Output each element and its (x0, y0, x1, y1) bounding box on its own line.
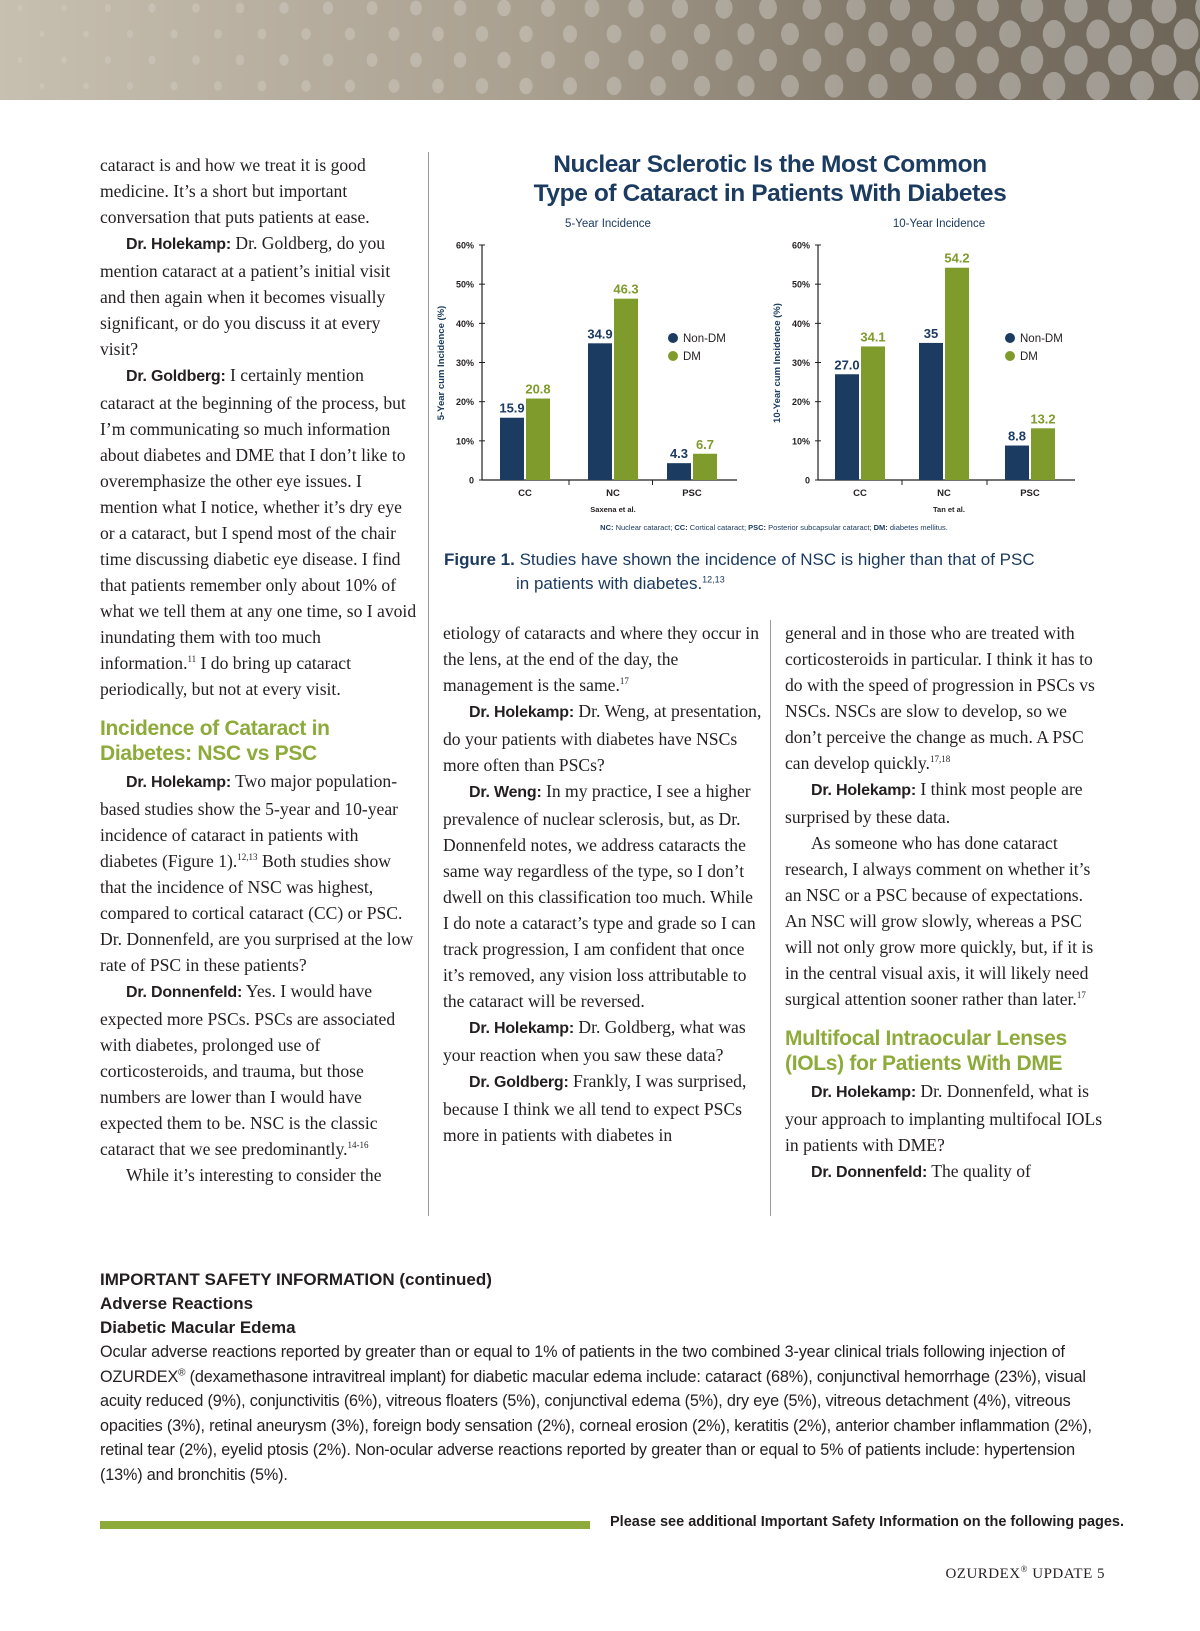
banner-dot (563, 25, 577, 43)
figure-caption: Figure 1. Studies have shown the incidence of NSC is higher than that of PSC in patients with diabetes.$^{12,13}$ (444, 550, 1035, 593)
data-label: 15.9 (499, 400, 525, 416)
banner-dot (367, 1, 378, 15)
data-label: 20.8 (525, 381, 551, 397)
banner-dot (236, 55, 245, 66)
registered-mark: ® (178, 1367, 186, 1379)
banner-dot (672, 0, 688, 18)
banner-dot (1108, 0, 1132, 23)
banner-dot (607, 25, 622, 44)
banner-dot (389, 27, 400, 41)
banner-dot (650, 76, 666, 95)
banner-dot (1108, 45, 1132, 75)
banner-dot (345, 80, 355, 93)
y-tick-label: 60% (455, 240, 474, 251)
banner-dot (781, 75, 799, 97)
banner-dot (628, 0, 644, 18)
banner-dot (890, 47, 910, 72)
banner-dot (367, 53, 378, 67)
x-tick-label: PSC (682, 488, 702, 499)
page-number: 5 (1097, 1566, 1105, 1582)
paragraph: Dr. Goldberg: Frankly, I was surprised, because I think we all tend to expect PSCs more in patients with diabetes in (443, 1071, 747, 1145)
banner-dot (61, 5, 67, 12)
banner-dot (192, 3, 200, 13)
banner-dot (410, 1, 422, 16)
banner-dot (737, 75, 754, 96)
y-tick-label: 60% (791, 240, 810, 251)
y-tick-label: 40% (791, 318, 810, 329)
abbreviation-note: NC: Nuclear cataract; CC: Cortical cataract; PSC: Posterior subcapsular cataract; DM: diabetes mellitus. (600, 523, 948, 532)
isi-body: Ocular adverse reactions reported by greater than or equal to 1% of patients in the two combined 3-year clinical trials following injection of OZURDEX® (dexamethasone intravitreal implant) for diabetic macular edema include: cataract (68%), conjunctival hemorrhage (23%), visual acuity reduced (9%), conjunctivitis (6%), vitreous floaters (5%), conjunctival edema (5%), dry eye (5%), vitreous detachment (4%), vitreous opacities (3%), retinal aneurysm (3%), foreign body sensation (2%), corneal erosion (2%), keratitis (2%), anterior chamber inflammation (2%), retinal tear (2%), eyelid ptosis (2%). Non-ocular adverse reactions reported by greater than or equal to 5% of patients include: hypertension (13%) and bronchitis (5%). (100, 1343, 1092, 1484)
y-tick-label: 20% (791, 397, 810, 408)
y-tick-label: 30% (791, 358, 810, 368)
article-column-3 (785, 620, 1103, 1186)
data-label: 13.2 (1030, 411, 1056, 427)
data-label: 46.3 (613, 281, 639, 297)
legend-marker (668, 333, 678, 343)
banner-dot (759, 49, 777, 71)
banner-dot (1130, 71, 1154, 100)
banner-dot (956, 73, 977, 99)
banner-dot (1195, 44, 1200, 76)
banner-dot (934, 0, 955, 21)
speaker-label: Dr. Goldberg: (126, 368, 226, 385)
banner-dot (432, 27, 444, 42)
banner-dot (18, 57, 23, 63)
x-tick-label: NC (937, 488, 951, 499)
brand-name: OZURDEX (945, 1566, 1021, 1582)
banner-dot (803, 0, 822, 20)
banner-dot (1021, 46, 1044, 74)
banner-dot (868, 74, 887, 98)
paragraph: Dr. Holekamp: Two major population-based studies show the 5-year and 10-year incidence of cataract in patients with diabetes (Figure 1).$^{12,13}$ Both studies show that the incidence of NSC was highest, compared to cortical cataract (CC) or PSC. Dr. Donnenfeld, are you surprised at the low rate of PSC in these patients? (100, 771, 414, 975)
banner-dot (18, 5, 23, 11)
bar-non-dm (667, 463, 691, 480)
green-rule (100, 1521, 590, 1529)
paragraph: While it’s interesting to consider the (126, 1165, 382, 1185)
banner-dot (803, 48, 822, 71)
banner-dot (1064, 0, 1087, 23)
banner-dot (956, 21, 977, 47)
reference-superscript: 17 (1076, 990, 1086, 1001)
chart-source: Saxena et al. (590, 505, 636, 514)
paragraph: Dr. Holekamp: Dr. Donnenfeld, what is your approach to implanting multifocal IOLs in patients with DME? (785, 1081, 1103, 1155)
reference-superscript: 12,13 (702, 574, 725, 585)
banner-dot (214, 29, 222, 39)
paragraph: Dr. Holekamp: Dr. Goldberg, do you mention cataract at a patient’s initial visit and then again when it becomes visually significant, or do you discuss it at every visit? (100, 233, 391, 359)
y-tick-label: 0 (804, 475, 810, 486)
banner-dot (476, 26, 489, 42)
banner-dot (1195, 0, 1200, 24)
y-axis-label: 5-Year cum Incidence (%) (436, 305, 447, 421)
banner-dot (912, 73, 932, 98)
bar-non-dm (588, 343, 612, 480)
paragraph: Dr. Holekamp: I think most people are surprised by these data. (785, 779, 1083, 827)
banner-dot (607, 77, 622, 96)
caption-label: Figure 1. (444, 550, 515, 569)
speaker-label: Dr. Weng: (469, 784, 542, 801)
chart-panel-title: 10-Year Incidence (892, 218, 986, 230)
banner-dot (1152, 0, 1177, 24)
paragraph: Dr. Weng: In my practice, I see a higher prevalence of nuclear sclerosis, but, as Dr. Donnenfeld notes, we address cataracts the same way regardless of the type, so I don’t dwell on this classification too much. While I do note a cataract’s type and grade so I can track progression, I am confident that once it’s removed, any vision loss attributable to the cataract will be reversed. (443, 781, 756, 1011)
column-divider (770, 620, 771, 1216)
banner-dot (497, 52, 510, 69)
speaker-label: Dr. Holekamp: (469, 1020, 574, 1037)
banner-dot (781, 23, 799, 45)
paragraph: cataract is and how we treat it is good medicine. It’s a short but important conversation that puts patients at ease. (100, 155, 370, 227)
banner-dot (105, 4, 111, 12)
bar-charts (430, 148, 1140, 538)
banner-dot (912, 21, 932, 46)
isi-subheading: Diabetic Macular Edema (100, 1318, 296, 1337)
banner-dot (519, 26, 532, 43)
banner-dot (1174, 70, 1199, 100)
paragraph: etiology of cataracts and where they occur in the lens, at the end of the day, the management is the same.$^{17}$ (443, 623, 760, 695)
banner-dot (585, 0, 600, 17)
banner-dot (476, 78, 489, 94)
y-axis-label: 10-Year cum Incidence (%) (772, 303, 783, 423)
data-label: 4.3 (669, 446, 689, 462)
banner-dot (890, 0, 910, 21)
figure-1 (430, 148, 1140, 603)
banner-dot (258, 81, 267, 92)
banner-dot (236, 3, 245, 14)
banner-dot (715, 49, 732, 70)
y-tick-label: 50% (791, 279, 810, 290)
bar-dm (693, 454, 717, 480)
y-tick-label: 50% (455, 279, 474, 290)
legend-label: Non-DM (683, 333, 726, 345)
reference-superscript: 14-16 (347, 1140, 369, 1151)
see-more-note: Please see additional Important Safety Information on the following pages. (610, 1514, 1125, 1530)
section-heading: Multifocal Intraocular Lenses (IOLs) for Patients With DME (785, 1027, 1067, 1075)
banner-dot (1086, 71, 1109, 100)
registered-mark: ® (1020, 1564, 1028, 1574)
banner-dot (1064, 45, 1087, 74)
data-label: 54.2 (944, 250, 970, 266)
legend-marker (668, 351, 678, 361)
banner-dot (1130, 19, 1154, 49)
speaker-label: Dr. Goldberg: (469, 1074, 569, 1091)
y-tick-label: 20% (455, 397, 474, 408)
banner-dot (258, 29, 267, 40)
banner-dot (454, 52, 467, 68)
x-tick-label: CC (518, 488, 532, 499)
header-banner (0, 0, 1200, 100)
banner-dot (1152, 44, 1177, 75)
paragraph: As someone who has done cataract research, I always comment on whether it’s an NSC or a PSC because of expectations. An NSC will grow slowly, whereas a PSC will not only grow more quickly, but, if it is in the central visual axis, it will likely need surgical attention sooner rather than later.$^{17}$ (785, 833, 1094, 1009)
speaker-label: Dr. Holekamp: (811, 782, 916, 799)
legend-label: DM (683, 351, 701, 363)
chart-panel-title: 5-Year Incidence (565, 218, 651, 230)
x-tick-label: NC (606, 488, 620, 499)
banner-dot (389, 79, 400, 93)
banner-dot (301, 80, 310, 92)
banner-dot (40, 83, 45, 89)
reference-superscript: 11 (187, 654, 197, 665)
data-label: 35 (923, 325, 939, 341)
footer-label: UPDATE (1027, 1566, 1093, 1582)
banner-dot (1021, 0, 1044, 22)
paragraph: Dr. Donnenfeld: Yes. I would have expected more PSCs. PSCs are associated with diabetes, prolonged use of corticosteroids, and trauma, but those numbers are lower than I would have expected them to be. NSC is the classic cataract that we see predominantly.$^{14-16}$ (100, 981, 396, 1159)
article-column-2 (443, 620, 763, 1148)
x-tick-label: CC (853, 488, 867, 499)
paragraph: Dr. Donnenfeld: The quality of (811, 1161, 1031, 1181)
paragraph: general and in those who are treated with corticosteroids in particular. I think it has to do with the speed of progression in PSCs vs NSCs. NSCs are slow to develop, so we don’t perceive the change as much. A PSC can develop quickly.$^{17,18}$ (785, 623, 1095, 773)
y-tick-label: 0 (468, 475, 474, 486)
data-label: 27.0 (834, 357, 860, 373)
y-tick-label: 10% (455, 436, 474, 447)
y-tick-label: 10% (791, 436, 810, 447)
banner-dot (846, 0, 865, 20)
banner-dot (1174, 18, 1199, 49)
banner-dot (170, 82, 177, 91)
banner-dot (825, 74, 844, 97)
isi-subheading: Adverse Reactions (100, 1294, 254, 1313)
bar-dm (945, 268, 969, 480)
banner-dot (868, 22, 887, 46)
banner-dot (410, 53, 422, 68)
article-column-1 (100, 152, 418, 1188)
banner-dot (1043, 72, 1066, 100)
banner-dot (519, 78, 532, 95)
y-tick-label: 30% (455, 358, 474, 368)
reference-superscript: 17 (619, 676, 629, 687)
legend-label: DM (1020, 351, 1038, 363)
chart-source: Tan et al. (933, 505, 965, 514)
banner-dot (323, 54, 333, 67)
banner-dot (192, 55, 200, 65)
bar-dm (861, 346, 885, 480)
banner-dot (628, 50, 644, 69)
banner-dot (737, 23, 754, 44)
banner-dot (301, 28, 310, 40)
banner-dot (541, 51, 555, 69)
bar-non-dm (919, 343, 943, 480)
banner-dot (214, 81, 222, 91)
banner-dot (999, 20, 1021, 47)
banner-dot (83, 83, 89, 90)
banner-dot (563, 77, 577, 95)
banner-dot (345, 28, 355, 41)
banner-dot (323, 2, 333, 15)
banner-dot (715, 0, 732, 19)
column-divider (428, 152, 429, 1216)
banner-dot (279, 54, 288, 66)
isi-heading: IMPORTANT SAFETY INFORMATION (continued) (100, 1270, 492, 1289)
banner-dot (170, 30, 177, 39)
speaker-label: Dr. Donnenfeld: (126, 984, 243, 1001)
bar-non-dm (500, 418, 524, 480)
bar-dm (1031, 428, 1055, 480)
page-footer (945, 1564, 1105, 1583)
banner-dot (148, 4, 155, 13)
paragraph: Dr. Holekamp: Dr. Goldberg, what was your reaction when you saw these data? (443, 1017, 746, 1065)
banner-dot (454, 0, 467, 16)
data-label: 8.8 (1007, 428, 1027, 444)
banner-dot (40, 31, 45, 37)
banner-dot (61, 57, 67, 64)
legend-marker (1005, 351, 1015, 361)
banner-dot (541, 0, 555, 17)
bar-non-dm (835, 374, 859, 480)
banner-dot (672, 50, 688, 70)
bar-dm (614, 299, 638, 480)
banner-dot (127, 30, 133, 38)
data-label: 34.1 (860, 329, 886, 345)
bar-non-dm (1005, 446, 1029, 480)
legend-label: Non-DM (1020, 333, 1063, 345)
banner-dot (497, 0, 510, 16)
speaker-label: Dr. Donnenfeld: (811, 1164, 928, 1181)
banner-dot (825, 22, 844, 45)
x-tick-label: PSC (1020, 488, 1040, 499)
legend-marker (1005, 333, 1015, 343)
banner-dot-pattern (0, 0, 1200, 100)
banner-dot (759, 0, 777, 19)
y-tick-label: 40% (455, 318, 474, 329)
important-safety-information (100, 1268, 1100, 1488)
banner-dot (105, 56, 111, 64)
banner-dot (934, 47, 955, 73)
speaker-label: Dr. Holekamp: (126, 236, 231, 253)
banner-dot (83, 31, 89, 38)
banner-dot (1086, 19, 1109, 48)
banner-dot (279, 2, 288, 14)
banner-dot (1043, 20, 1066, 48)
banner-dot (694, 24, 710, 44)
banner-dot (127, 82, 133, 90)
banner-dot (977, 46, 999, 73)
speaker-label: Dr. Holekamp: (126, 774, 231, 791)
banner-dot (999, 72, 1021, 99)
banner-dot (148, 56, 155, 65)
data-label: 6.7 (695, 436, 715, 452)
banner-dot (846, 48, 865, 72)
chart-title-line: Type of Cataract in Patients With Diabetes (533, 180, 1007, 207)
banner-dot (977, 0, 999, 22)
paragraph: Dr. Goldberg: I certainly mention cataract at the beginning of the process, but I’m communicating so much information about diabetes and DME that I don’t like to overemphasize the other eye issues. I mention what I notice, whether it’s dry eye or a cataract, but I spend most of the chair time discussing diabetic eye disease. I find that patients remember only about 10% of what we tell them at any one time, so I avoid inundating them with too much information.$^{11}$ I do bring up cataract periodically, but not at every visit. (100, 365, 417, 699)
paragraph: Dr. Holekamp: Dr. Weng, at presentation, do your patients with diabetes have NSCs more often than PSCs? (443, 701, 762, 775)
speaker-label: Dr. Holekamp: (811, 1084, 916, 1101)
banner-dot (432, 79, 444, 94)
chart-title-line: Nuclear Sclerotic Is the Most Common (553, 151, 987, 178)
banner-dot (650, 24, 666, 43)
reference-superscript: 12,13 (237, 852, 258, 863)
bar-dm (526, 399, 550, 480)
banner-dot (694, 76, 710, 96)
reference-superscript: 17,18 (929, 754, 951, 765)
data-label: 34.9 (587, 326, 613, 342)
section-heading: Incidence of Cataract in Diabetes: NSC vs PSC (100, 717, 330, 765)
speaker-label: Dr. Holekamp: (469, 704, 574, 721)
banner-dot (585, 51, 600, 70)
